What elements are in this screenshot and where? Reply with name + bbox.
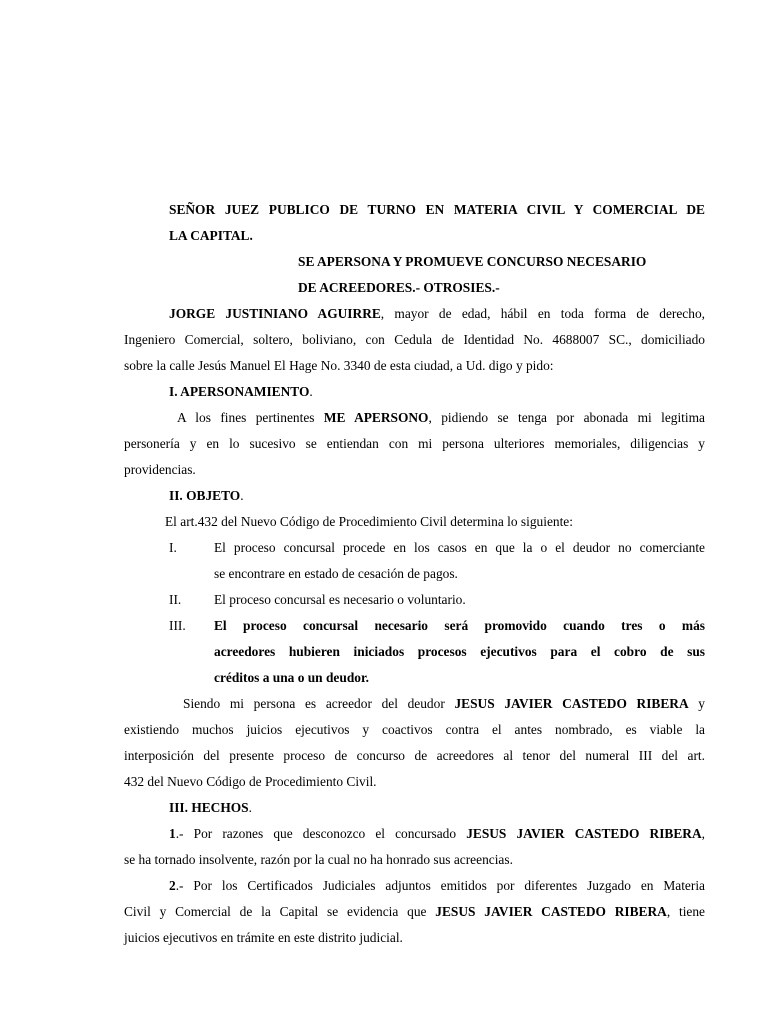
petitioner-name: JORGE JUSTINIANO AGUIRRE	[169, 306, 381, 321]
apersonamiento-line-2: personería y en lo sucesivo se entiendan con mi persona ulteriores memoriales, diligencias y	[124, 436, 705, 451]
list-item-2-line-1: El proceso concursal es necesario o voluntario.	[214, 592, 466, 607]
section-title-apersonamiento: I. APERSONAMIENTO.	[169, 384, 313, 399]
objeto-paragraph-line-2: existiendo muchos juicios ejecutivos y coactivos contra el antes nombrado, es viable la	[124, 722, 705, 737]
hecho-2-line-2: Civil y Comercial de la Capital se evidencia que JESUS JAVIER CASTEDO RIBERA, tiene	[124, 904, 706, 919]
apersonamiento-line-1: A los fines pertinentes ME APERSONO, pidiendo se tenga por abonada mi legitima	[177, 410, 705, 425]
hecho-2-line-1: 2.- Por los Certificados Judiciales adjuntos emitidos por diferentes Juzgado en Materia	[169, 878, 705, 893]
section-title-objeto: II. OBJETO.	[169, 488, 244, 503]
apersonamiento-line-3: providencias.	[124, 462, 196, 477]
hecho-1-line-2: se ha tornado insolvente, razón por la cual no ha honrado sus acreencias.	[124, 852, 513, 867]
subject-line-1: SE APERSONA Y PROMUEVE CONCURSO NECESARIO	[298, 254, 647, 269]
hecho-1-line-1: 1.- Por razones que desconozco el concursado JESUS JAVIER CASTEDO RIBERA,	[169, 826, 705, 841]
list-item-1-line-1: El proceso concursal procede en los casos en que la o el deudor no comerciante	[214, 540, 705, 555]
objeto-intro: El art.432 del Nuevo Código de Procedimiento Civil determina lo siguiente:	[165, 514, 573, 529]
intro-line-3: sobre la calle Jesús Manuel El Hage No. 3340 de esta ciudad, a Ud. digo y pido:	[124, 358, 554, 373]
section-title-hechos: III. HECHOS.	[169, 800, 252, 815]
intro-line-2: Ingeniero Comercial, soltero, boliviano, con Cedula de Identidad No. 4688007 SC., domiciliado	[124, 332, 705, 347]
objeto-paragraph-line-1: Siendo mi persona es acreedor del deudor JESUS JAVIER CASTEDO RIBERA y	[183, 696, 705, 711]
heading-line-1: SEÑOR JUEZ PUBLICO DE TURNO EN MATERIA CIVIL Y COMERCIAL DE	[169, 202, 705, 217]
subject-line-2: DE ACREEDORES.- OTROSIES.-	[298, 280, 500, 295]
list-item-3-line-2: acreedores hubieren iniciados procesos ejecutivos para el cobro de sus	[214, 644, 705, 659]
intro-line-1: JORGE JUSTINIANO AGUIRRE, mayor de edad, hábil en toda forma de derecho,	[169, 306, 705, 321]
list-item-1-line-2: se encontrare en estado de cesación de pagos.	[214, 566, 458, 581]
objeto-paragraph-line-3: interposición del presente proceso de concurso de acreedores al tenor del numeral III del art.	[124, 748, 705, 763]
objeto-paragraph-line-4: 432 del Nuevo Código de Procedimiento Civil.	[124, 774, 377, 789]
list-item-3-line-1: El proceso concursal necesario será promovido cuando tres o más	[214, 618, 705, 633]
list-item-number: II.	[169, 592, 182, 607]
hecho-2-line-3: juicios ejecutivos en trámite en este distrito judicial.	[124, 930, 403, 945]
list-item-number: I.	[169, 540, 177, 555]
heading-line-2: LA CAPITAL.	[169, 228, 253, 243]
list-item-number: III.	[169, 618, 186, 633]
list-item-3-line-3: créditos a una o un deudor.	[214, 670, 370, 685]
